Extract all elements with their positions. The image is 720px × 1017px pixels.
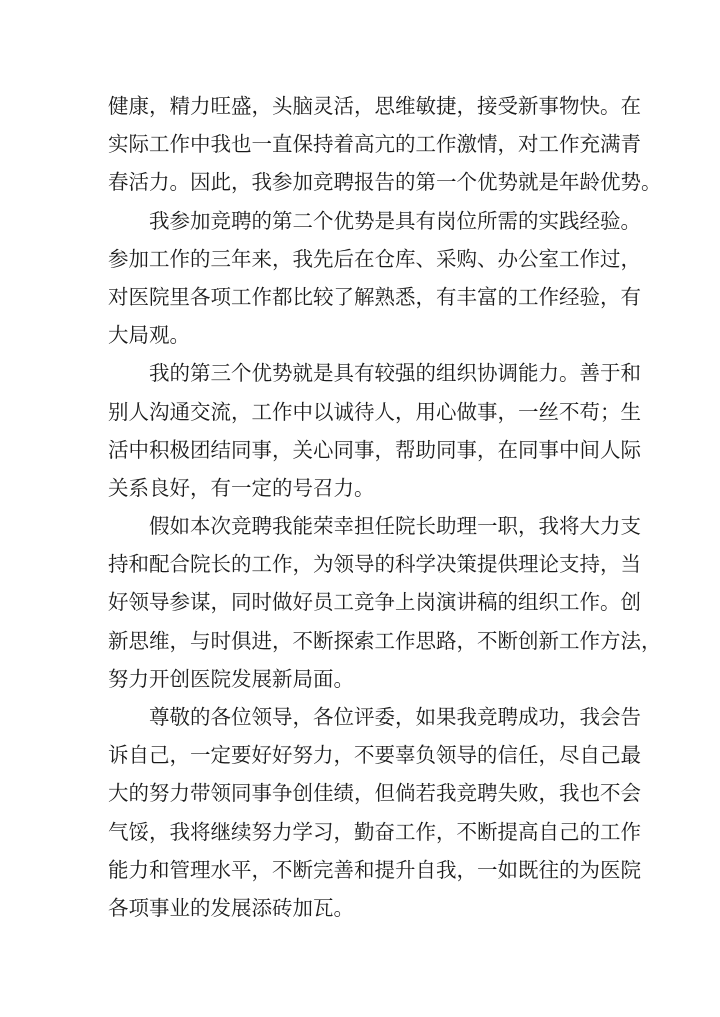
text-line: 活中积极团结同事，关心同事，帮助同事，在同事中间人际	[108, 437, 641, 462]
text-line: 健康，精力旺盛，头脑灵活，思维敏捷，接受新事物快。在	[108, 94, 641, 118]
text-line: 努力开创医院发展新局面。	[108, 666, 354, 691]
text-line: 各项事业的发展添砖加瓦。	[108, 895, 354, 920]
text-line: 诉自己，一定要好好努力，不要辜负领导的信任，尽自己最	[108, 743, 641, 768]
text-line: 能力和管理水平，不断完善和提升自我，一如既往的为医院	[108, 857, 641, 882]
text-line: 假如本次竞聘我能荣幸担任院长助理一职，我将大力支	[149, 514, 641, 539]
text-line: 别人沟通交流，工作中以诚待人，用心做事，一丝不苟；生	[108, 399, 641, 424]
text-line: 持和配合院长的工作，为领导的科学决策提供理论支持，当	[108, 552, 641, 577]
text-line: 好领导参谋，同时做好员工竞争上岗演讲稿的组织工作。创	[108, 590, 641, 615]
document-body	[108, 87, 662, 927]
text-line: 大局观。	[108, 323, 190, 348]
text-line: 新思维，与时俱进，不断探索工作思路，不断创新工作方法，	[108, 628, 662, 653]
text-line: 关系良好，有一定的号召力。	[108, 475, 375, 500]
text-line: 气馁，我将继续努力学习，勤奋工作，不断提高自己的工作	[108, 819, 641, 844]
text-line: 我的第三个优势就是具有较强的组织协调能力。善于和	[149, 361, 641, 386]
text-line: 参加工作的三年来，我先后在仓库、采购、办公室工作过，	[108, 246, 641, 271]
text-line: 尊敬的各位领导，各位评委，如果我竞聘成功，我会告	[149, 705, 641, 729]
text-line: 对医院里各项工作都比较了解熟悉，有丰富的工作经验，有	[108, 284, 641, 309]
text-line: 大的努力带领同事争创佳绩，但倘若我竞聘失败，我也不会	[108, 781, 641, 806]
text-line: 我参加竞聘的第二个优势是具有岗位所需的实践经验。	[149, 208, 641, 233]
text-line: 实际工作中我也一直保持着高亢的工作激情，对工作充满青	[108, 132, 641, 157]
text-line: 春活力。因此，我参加竞聘报告的第一个优势就是年龄优势。	[108, 170, 662, 195]
